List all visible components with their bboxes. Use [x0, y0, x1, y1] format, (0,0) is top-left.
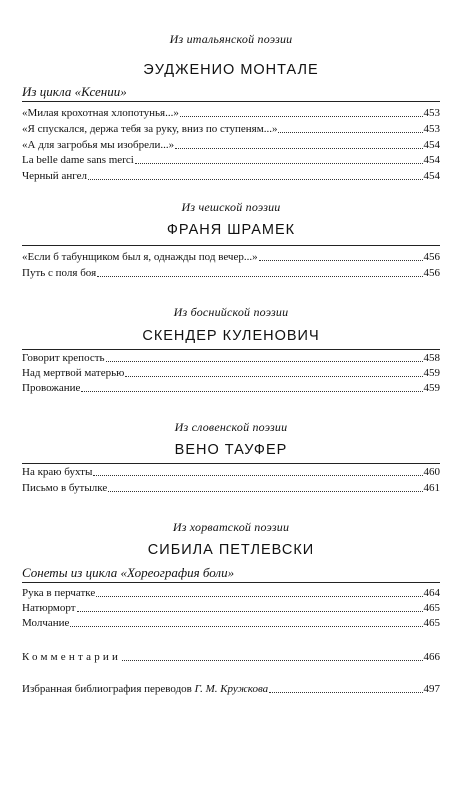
- toc-entry[interactable]: [22, 381, 440, 395]
- author-name: СИБИЛА ПЕТЛЕВСКИ: [147, 542, 315, 558]
- entry-page: 453: [423, 107, 440, 119]
- divider: [22, 582, 440, 583]
- toc-entry[interactable]: [22, 481, 440, 495]
- entry-page: 454: [423, 139, 440, 151]
- entry-title: Над мертвой матерью: [22, 367, 125, 379]
- toc-entry[interactable]: [22, 106, 440, 120]
- section-heading: Из хорватской поэзии: [172, 520, 290, 534]
- toc-entry[interactable]: [22, 250, 440, 264]
- entry-page: 459: [423, 382, 440, 394]
- toc-entry[interactable]: [22, 266, 440, 280]
- divider: [22, 349, 440, 350]
- entry-title: La belle dame sans merci: [22, 154, 134, 166]
- section-heading: Из словенской поэзии: [174, 420, 288, 434]
- entry-title: Черный ангел: [22, 170, 87, 182]
- entry-title: «Я спускался, держа тебя за руку, вниз по ступеням...»: [22, 123, 278, 135]
- toc-entry[interactable]: [22, 122, 440, 136]
- toc-entry[interactable]: [22, 586, 440, 600]
- entry-page: 465: [423, 617, 440, 629]
- divider: [22, 463, 440, 464]
- entry-page: 453: [423, 123, 440, 135]
- dot-leader: [278, 122, 422, 133]
- entry-title: Натюрморт: [22, 602, 76, 614]
- cycle-title: Из цикла «Ксении»: [22, 84, 127, 99]
- entry-title: Путь с поля боя: [22, 267, 97, 279]
- entry-page: 497: [423, 683, 440, 695]
- dot-leader: [88, 169, 423, 180]
- toc-entry-comments[interactable]: [22, 650, 440, 664]
- dot-leader: [125, 366, 422, 377]
- entry-title: «Если б табунщиком был я, однажды под вечер...»: [22, 251, 258, 263]
- dot-leader: [175, 138, 422, 149]
- author-name: СКЕНДЕР КУЛЕНОВИЧ: [142, 328, 320, 344]
- entry-page: 456: [423, 251, 440, 263]
- dot-leader: [122, 650, 422, 661]
- entry-title: [22, 682, 268, 696]
- toc-entry[interactable]: [22, 153, 440, 167]
- author-name: ФРАНЯ ШРАМЕК: [166, 222, 296, 238]
- dot-leader: [97, 266, 422, 277]
- entry-page: 458: [423, 352, 440, 364]
- bibliography-prefix: Избранная библиография переводов: [22, 683, 195, 695]
- toc-entry-bibliography[interactable]: [22, 682, 440, 696]
- entry-page: 460: [423, 466, 440, 478]
- cycle-title: Сонеты из цикла «Хореография боли»: [22, 565, 235, 580]
- dot-leader: [259, 250, 423, 261]
- entry-title: Провожание: [22, 382, 81, 394]
- translator-name: Г. М. Кружкова: [194, 683, 269, 695]
- entry-title: Рука в перчатке: [22, 587, 96, 599]
- entry-page: 464: [423, 587, 440, 599]
- entry-page: 454: [423, 154, 440, 166]
- section-heading: Из чешской поэзии: [181, 200, 281, 214]
- toc-entry[interactable]: [22, 601, 440, 615]
- dot-leader: [269, 682, 422, 693]
- toc-entry[interactable]: [22, 169, 440, 183]
- toc-entry[interactable]: [22, 138, 440, 152]
- author-name: ЭУДЖЕНИО МОНТАЛЕ: [143, 62, 319, 78]
- dot-leader: [106, 351, 423, 362]
- divider: [22, 245, 440, 246]
- entry-page: 461: [423, 482, 440, 494]
- entry-page: 466: [423, 651, 440, 663]
- entry-page: 454: [423, 170, 440, 182]
- entry-title: «А для загробья мы изобрели...»: [22, 139, 175, 151]
- dot-leader: [81, 381, 422, 392]
- entry-title: «Милая крохотная хлопотунья...»: [22, 107, 179, 119]
- section-heading: Из итальянской поэзии: [169, 32, 293, 46]
- divider: [22, 101, 440, 102]
- entry-title: Молчание: [22, 617, 70, 629]
- dot-leader: [77, 601, 423, 612]
- author-name: ВЕНО ТАУФЕР: [174, 442, 288, 458]
- toc-entry[interactable]: [22, 351, 440, 365]
- toc-entry[interactable]: [22, 616, 440, 630]
- dot-leader: [96, 586, 422, 597]
- dot-leader: [135, 153, 423, 164]
- dot-leader: [70, 616, 422, 627]
- entry-page: 456: [423, 267, 440, 279]
- dot-leader: [108, 481, 422, 492]
- dot-leader: [180, 106, 423, 117]
- dot-leader: [93, 465, 422, 476]
- entry-page: 465: [423, 602, 440, 614]
- entry-title: Говорит крепость: [22, 352, 105, 364]
- toc-entry[interactable]: [22, 366, 440, 380]
- section-heading: Из боснийской поэзии: [173, 305, 289, 319]
- entry-page: 459: [423, 367, 440, 379]
- toc-entry[interactable]: [22, 465, 440, 479]
- entry-title: Письмо в бутылке: [22, 482, 108, 494]
- entry-title: На краю бухты: [22, 466, 93, 478]
- entry-title: Комментарии: [22, 651, 122, 663]
